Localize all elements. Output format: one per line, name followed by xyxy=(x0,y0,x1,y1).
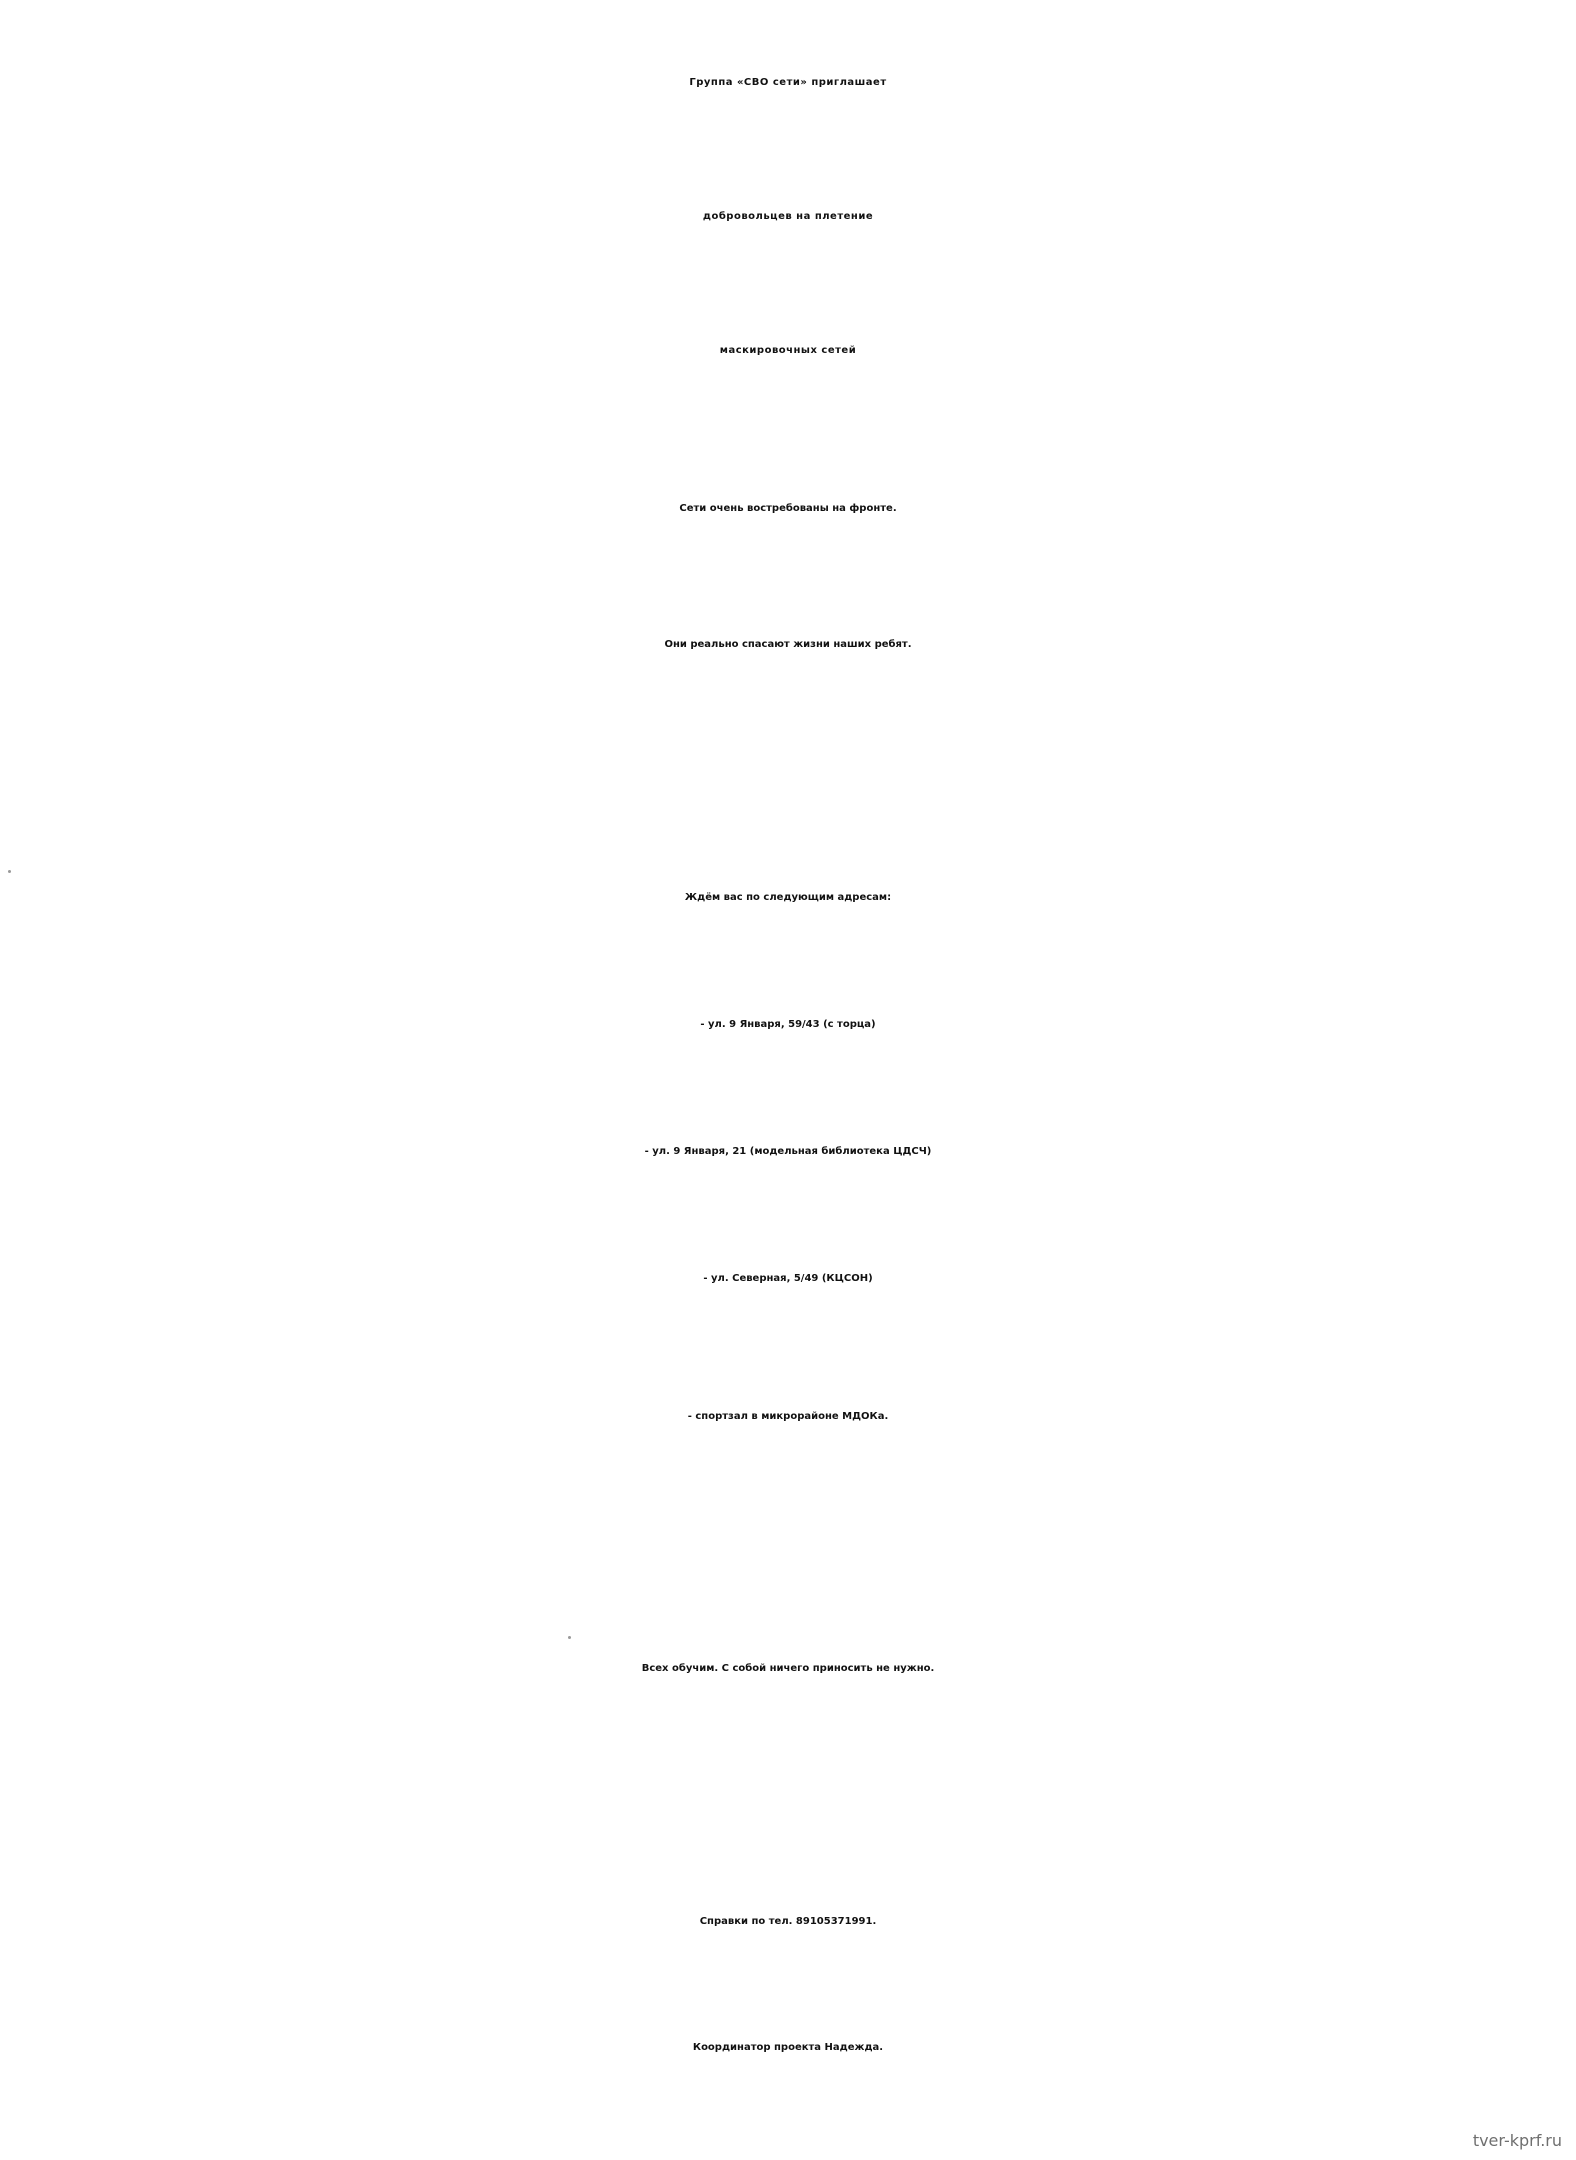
contact-coordinator: Координатор проекта Надежда. xyxy=(692,2042,884,2053)
heading-line-2: добровольцев на плетение xyxy=(702,211,874,222)
heading-line-3: маскировочных сетей xyxy=(719,345,857,356)
site-watermark: tver-kprf.ru xyxy=(1472,2131,1562,2150)
addresses-intro: Ждём вас по следующим адресам: xyxy=(684,892,892,903)
scan-speck xyxy=(8,870,11,873)
address-item: - спортзал в микрорайоне МДОКа. xyxy=(687,1411,889,1422)
intro-line-1: Сети очень востребованы на фронте. xyxy=(679,503,897,514)
heading-line-1: Группа «СВО сети» приглашает xyxy=(689,77,887,88)
address-item: - ул. 9 Января, 59/43 (с торца) xyxy=(700,1019,876,1030)
address-item: - ул. Северная, 5/49 (КЦСОН) xyxy=(703,1273,873,1284)
scan-speck xyxy=(568,1636,571,1639)
contact-phone: Справки по тел. 89105371991. xyxy=(699,1916,877,1927)
training-note: Всех обучим. С собой ничего приносить не нужно. xyxy=(641,1663,935,1674)
address-item: - ул. 9 Января, 21 (модельная библиотека ЦДСЧ) xyxy=(644,1146,932,1157)
intro-line-2: Они реально спасают жизни наших ребят. xyxy=(664,639,912,650)
